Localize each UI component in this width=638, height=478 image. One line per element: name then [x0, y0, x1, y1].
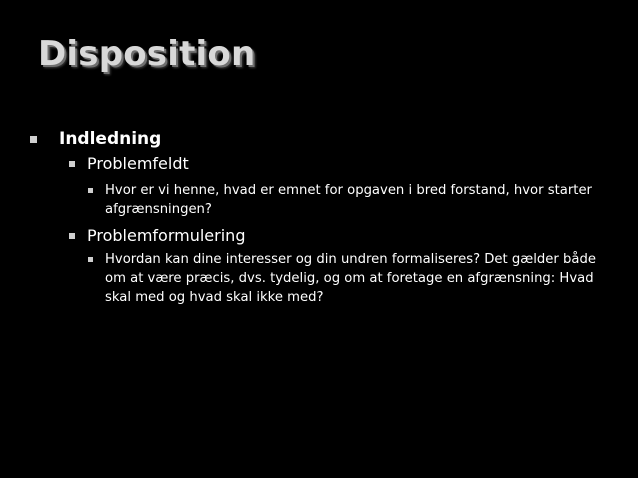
bullet-text: Hvor er vi henne, hvad er emnet for opgaven i bred forstand, hvor starter afgrænsningen?	[105, 183, 592, 217]
square-bullet-icon	[88, 188, 93, 193]
square-bullet-icon	[30, 136, 37, 143]
bullet-text: Indledning	[59, 129, 162, 149]
bullet-level3-problemformulering-detail	[88, 250, 615, 307]
square-bullet-icon	[69, 233, 75, 239]
square-bullet-icon	[88, 257, 93, 262]
bullet-text: Hvordan kan dine interesser og din undren formaliseres? Det gælder både om at være præcis, dvs. tydelig, og om at foretage en afgrænsning: Hvad skal med og hvad skal ikke med?	[105, 252, 596, 305]
bullet-level2-problemformulering	[69, 225, 245, 247]
square-bullet-icon	[69, 161, 75, 167]
bullet-level2-problemfeldt	[69, 153, 189, 175]
bullet-text: Problemformulering	[87, 226, 246, 245]
bullet-level1-indledning	[30, 128, 161, 150]
bullet-level3-problemfeldt-detail	[88, 181, 605, 219]
bullet-text: Problemfeldt	[87, 154, 189, 173]
slide-title: Disposition	[38, 34, 256, 74]
